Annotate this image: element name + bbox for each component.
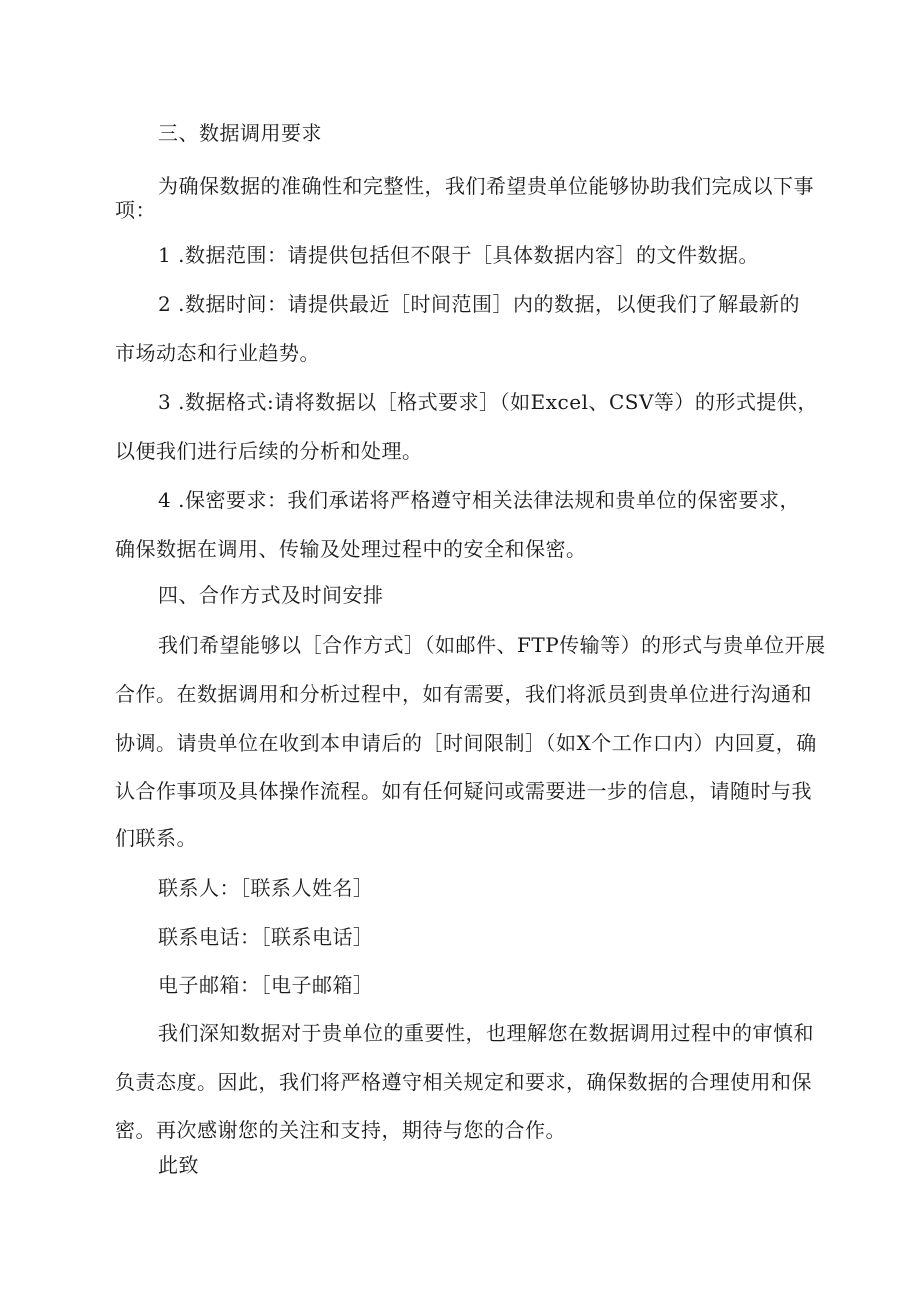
item3-line-2: 以便我们进行后续的分析和处理。 [115, 439, 423, 463]
item4-line-2: 确保数据在调用、传输及处理过程中的安全和保密。 [115, 537, 587, 561]
closing-line-2: 负责态度。因此，我们将严格遵守相关规定和要求，确保数据的合理使用和保 [115, 1070, 812, 1094]
item2-line-2: 市场动态和行业趋势。 [115, 341, 320, 365]
cooperation-line-4: 认合作事项及具体操作流程。如有任何疑问或需要进一步的信息，请随时与我 [115, 779, 812, 803]
item4-line-1: 4 .保密要求：我们承诺将严格遵守相关法律法规和贵单位的保密要求， [158, 488, 800, 512]
closing-line-3: 密。再次感谢您的关注和支持，期待与您的合作。 [115, 1118, 566, 1142]
item1-line-1: 1 .数据范围：请提供包括但不限于［具体数据内容］的文件数据。 [158, 243, 759, 267]
salutation: 此致 [158, 1153, 199, 1177]
contact-email: 电子邮箱：［电子邮箱］ [158, 973, 374, 997]
contact-phone: 联系电话：［联系电话］ [158, 925, 374, 949]
cooperation-line-3: 协调。请贵单位在收到本申请后的［时间限制］（如X个工作口内）内回夏，确 [115, 731, 817, 755]
item3-line-1: 3 .数据格式:请将数据以［格式要求］（如Excel、CSV等）的形式提供， [158, 390, 818, 414]
intro-line-1: 为确保数据的准确性和完整性，我们希望贵单位能够协助我们完成以下事 [158, 174, 814, 198]
cooperation-line-2: 合作。在数据调用和分析过程中，如有需要，我们将派员到贵单位进行沟通和 [115, 682, 812, 706]
section4-heading: 四、合作方式及时间安排 [158, 583, 384, 607]
item2-line-1: 2 .数据时间：请提供最近［时间范围］内的数据，以便我们了解最新的 [158, 292, 800, 316]
section3-heading: 三、数据调用要求 [158, 121, 322, 145]
closing-line-1: 我们深知数据对于贵单位的重要性，也理解您在数据调用过程中的审慎和 [158, 1021, 814, 1045]
intro-line-2: 项： [115, 198, 156, 222]
cooperation-line-1: 我们希望能够以［合作方式］（如邮件、FTP传输等）的形式与贵单位开展 [158, 633, 826, 657]
contact-person: 联系人：［联系人姓名］ [158, 876, 374, 900]
cooperation-line-5: 们联系。 [115, 826, 197, 850]
